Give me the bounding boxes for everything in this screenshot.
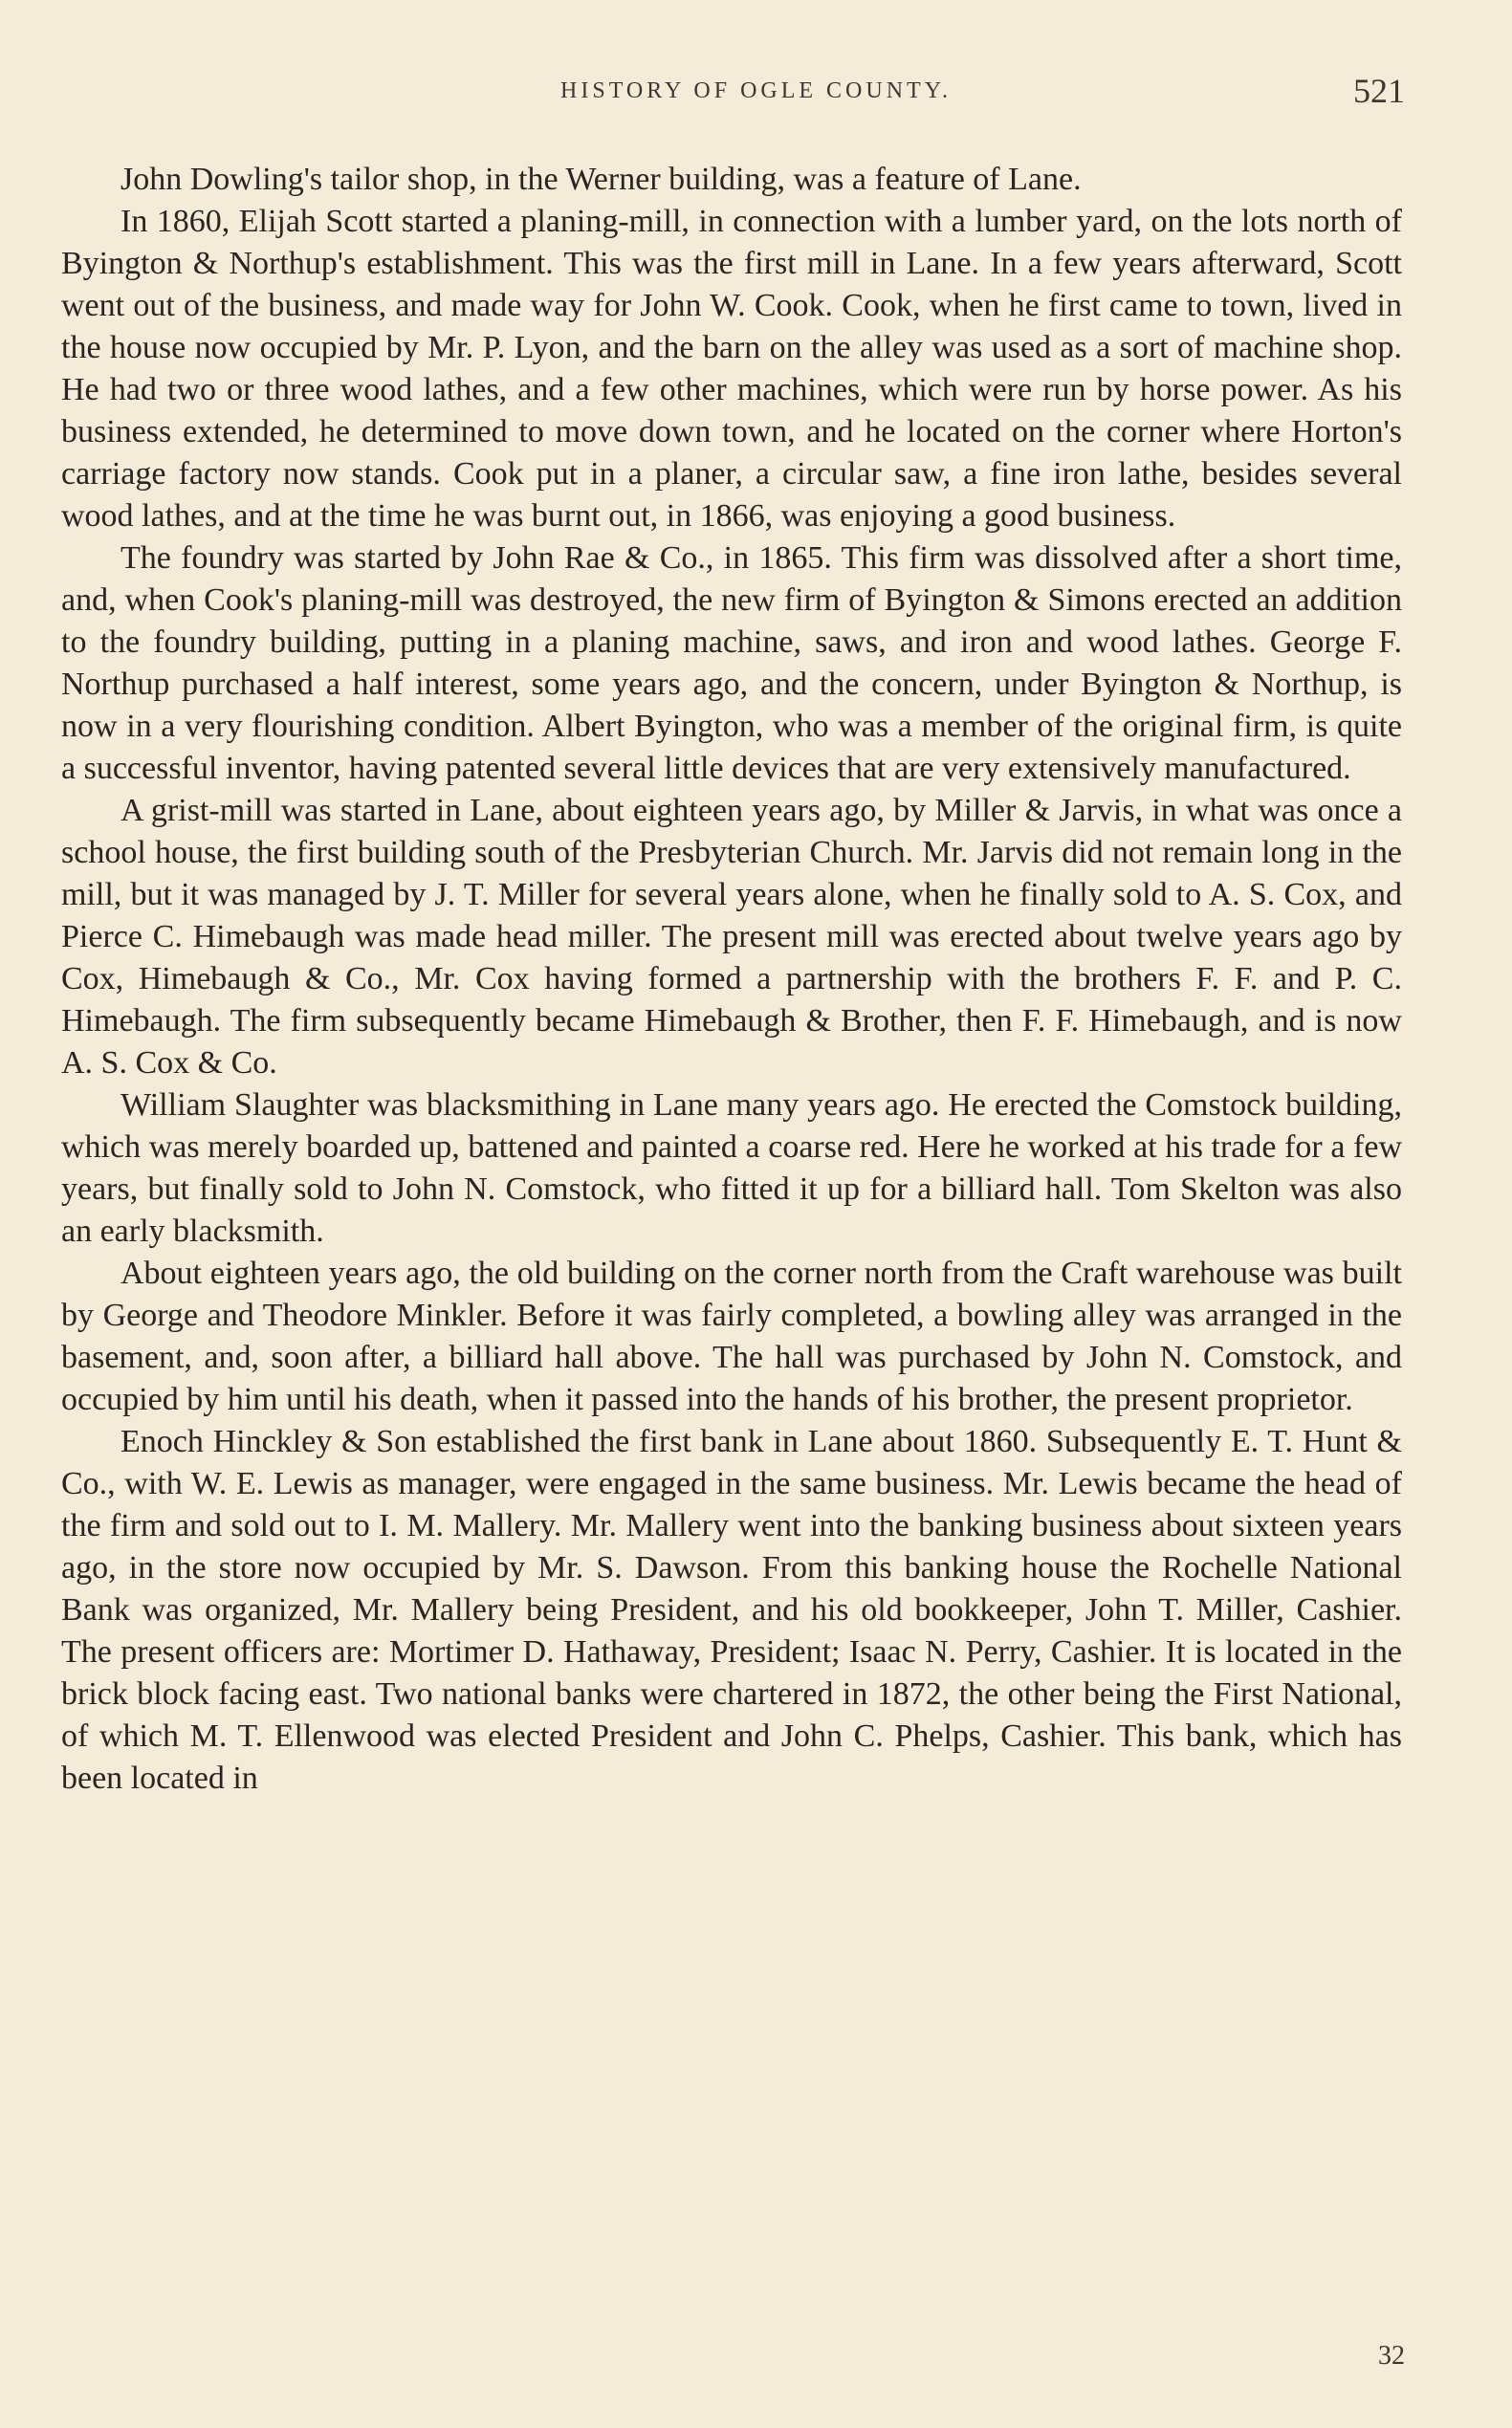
page-number: 521 [1353, 72, 1405, 110]
paragraph-planing-mill: In 1860, Elijah Scott started a planing-mill, in connection with a lumber yard, on the lots north of Byington & Northup's establishment. This was the first mill in Lane. In a few years afterward, Scott went out of the business, and made way for John W. Cook. Cook, when he first came to town, lived in the house now occupied by Mr. P. Lyon, and the barn on the alley was used as a sort of machine shop. He had two or three wood lathes, and a few other machines, which were run by horse power. As his business extended, he determined to move down town, and he located on the corner where Horton's carriage factory now stands. Cook put in a planer, a circular saw, a fine iron lathe, besides several wood lathes, and at the time he was burnt out, in 1866, was enjoying a good business. [61, 204, 1402, 534]
paragraph-blacksmithing: William Slaughter was blacksmithing in Lane many years ago. He erected the Comstock building, which was merely boarded up, battened and painted a coarse red. Here he worked at his trade for a few years, but finally sold to John N. Comstock, who fitted it up for a billiard hall. Tom Skelton was also an early blacksmith. [61, 1087, 1402, 1249]
paragraph-grist-mill: A grist-mill was started in Lane, about eighteen years ago, by Miller & Jarvis, in what was once a school house, the first building south of the Presbyterian Church. Mr. Jarvis did not remain long in the mill, but it was managed by J. T. Miller for several years alone, when he finally sold to A. S. Cox, and Pierce C. Himebaugh was made head miller. The present mill was erected about twelve years ago by Cox, Himebaugh & Co., Mr. Cox having formed a partnership with the brothers F. F. and P. C. Himebaugh. The firm subsequently became Himebaugh & Brother, then F. F. Himebaugh, and is now A. S. Cox & Co. [61, 793, 1402, 1081]
paragraph-tailor-shop: John Dowling's tailor shop, in the Werner building, was a feature of Lane. [121, 162, 1082, 197]
paragraph-billiard-hall: About eighteen years ago, the old building on the corner north from the Craft warehouse was built by George and Theodore Minkler. Before it was fairly completed, a bowling alley was arranged in the basement, and, soon after, a billiard hall above. The hall was purchased by John N. Comstock, and occupied by him until his death, when it passed into the hands of his brother, the present proprietor. [61, 1256, 1402, 1417]
signature-mark: 32 [1378, 2341, 1405, 2371]
paragraph-foundry: The foundry was started by John Rae & Co., in 1865. This firm was dissolved after a short time, and, when Cook's planing-mill was destroyed, the new firm of Byington & Simons erected an addition to the foundry building, putting in a planing machine, saws, and iron and wood lathes. George F. Northup purchased a half interest, some years ago, and the concern, under Byington & Northup, is now in a very flourishing condition. Albert Byington, who was a member of the original firm, is quite a successful inventor, having patented several little devices that are very extensively manufactured. [61, 540, 1402, 786]
paragraph-banking: Enoch Hinckley & Son established the first bank in Lane about 1860. Subsequently E. T. Hunt & Co., with W. E. Lewis as manager, were engaged in the same business. Mr. Lewis became the head of the firm and sold out to I. M. Mallery. Mr. Mallery went into the banking business about sixteen years ago, in the store now occupied by Mr. S. Dawson. From this banking house the Rochelle National Bank was organized, Mr. Mallery being President, and his old bookkeeper, John T. Miller, Cashier. The present officers are: Mortimer D. Hathaway, President; Isaac N. Perry, Cashier. It is located in the brick block facing east. Two national banks were chartered in 1872, the other being the First National, of which M. T. Ellenwood was elected President and John C. Phelps, Cashier. This bank, which has been located in [61, 1424, 1402, 1796]
running-head [0, 71, 1512, 119]
running-title: HISTORY OF OGLE COUNTY. [560, 78, 952, 103]
body-text [61, 159, 1402, 1800]
